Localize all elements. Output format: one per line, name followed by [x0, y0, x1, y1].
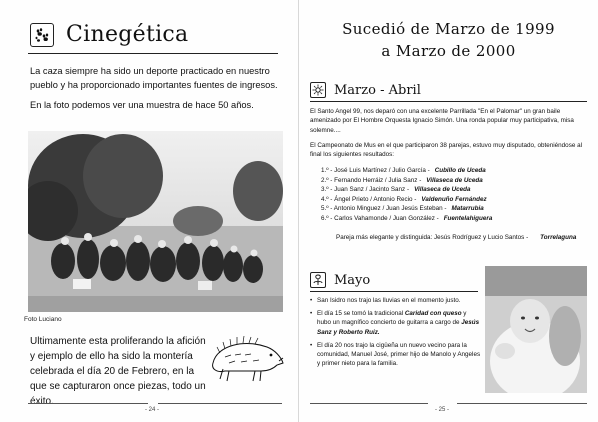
photo-intro-paragraph: En la foto podemos ver una muestra de hace 50 años. [30, 100, 254, 110]
right-page [299, 0, 598, 422]
paw-prints-icon [30, 23, 54, 47]
list-item: 6.º - Carlos Vahamonde / Juan González - Fuentelahiguera [321, 214, 493, 222]
footer-rule-left [28, 403, 148, 404]
footer-rule-right [457, 403, 587, 404]
list-item: 5.º - Antonio Minguez / Juan Jesús Esteban - Matarrubia [321, 205, 484, 213]
intro-paragraph: La caza siempre ha sido un deporte practicado en nuestro pueblo y ha proporcionado importantes fuentes de ingresos. [30, 66, 278, 90]
page-title: Cinegética [66, 22, 189, 47]
list-item: 1.º - José Luis Martínez / Julio García - Cubillo de Uceda [321, 167, 486, 174]
bullet-icon: • [310, 297, 313, 304]
cinegetica-header [30, 22, 188, 47]
chronicle-title-line-1: Sucedió de Marzo de 1999 [342, 20, 555, 38]
footer-rule-right [158, 403, 282, 404]
list-item: • El día 20 nos trajo la cigüeña un nuevo vecino para la comunidad, Manuel José, primer hijo de Manolo y Angeles y primer nieto para la familia. [310, 341, 481, 368]
bullet-icon: • [310, 341, 313, 349]
section-header-mayo [310, 272, 370, 288]
section-divider-mayo [310, 291, 478, 292]
section-divider-marzo [310, 101, 587, 102]
title-divider [28, 53, 278, 54]
santo-angel-paragraph: El Santo Angel 99, nos deparó con una excelente Parrillada "En el Palomar" un gran baile amenizado por El Hombre Orquesta Ignacio Simón. Una ronda popular muy participativa, misa solemne.... [310, 108, 574, 134]
mus-championship-paragraph: El Campeonato de Mus en el que participaron 38 parejas, estuvo muy disputado, obteniéndose al final los siguientes resultados: [310, 142, 582, 159]
photo-caption: Foto Luciano [24, 316, 62, 323]
chronicle-title-line-2: a Marzo de 2000 [381, 42, 516, 60]
section-title-marzo: Marzo - Abril [334, 82, 421, 98]
closing-paragraph: Ultimamente esta proliferando la afición y ejemplo de ello ha sido la montería celebrada el día 20 de Febrero, en la que se capturaron once piezas, todo un éxito. [30, 336, 206, 407]
hunters-group-photo [28, 131, 283, 312]
list-item: 4.º - Ángel Prieto / Antonio Recio - Valdenuño Fernández [321, 195, 487, 203]
wild-boar-icon [205, 333, 285, 388]
list-item: • El día 15 se tomó la tradicional Caridad con queso y hubo un magnífico concierto de guitarra a cargo de Jesús Sanz y Roberto Ruiz. [310, 310, 480, 336]
section-title-mayo: Mayo [334, 272, 371, 288]
lily-flower-icon [310, 272, 326, 288]
list-item: 2.º - Fernando Herráiz / Julia Sanz - Villaseca de Uceda [321, 176, 483, 184]
mayo-bullet-list [310, 296, 482, 372]
bullet-icon: • [310, 310, 313, 318]
section-header-marzo [310, 82, 421, 98]
footer-rule-left [310, 403, 428, 404]
elegant-pair-line: Pareja más elegante y distinguida: Jesús Rodríguez y Lucio Santos - Torrelaguna [336, 234, 577, 241]
sun-flower-icon [310, 82, 326, 98]
list-item: • San Isidro nos trajo las lluvias en el momento justo. [310, 297, 461, 304]
page-number: - 24 - [145, 407, 160, 413]
page-number: - 25 - [435, 407, 450, 413]
results-list [321, 166, 586, 224]
list-item: 3.º - Juan Sanz / Jacinto Sanz - Villaseca de Uceda [321, 186, 471, 194]
baby-photo [485, 266, 587, 393]
